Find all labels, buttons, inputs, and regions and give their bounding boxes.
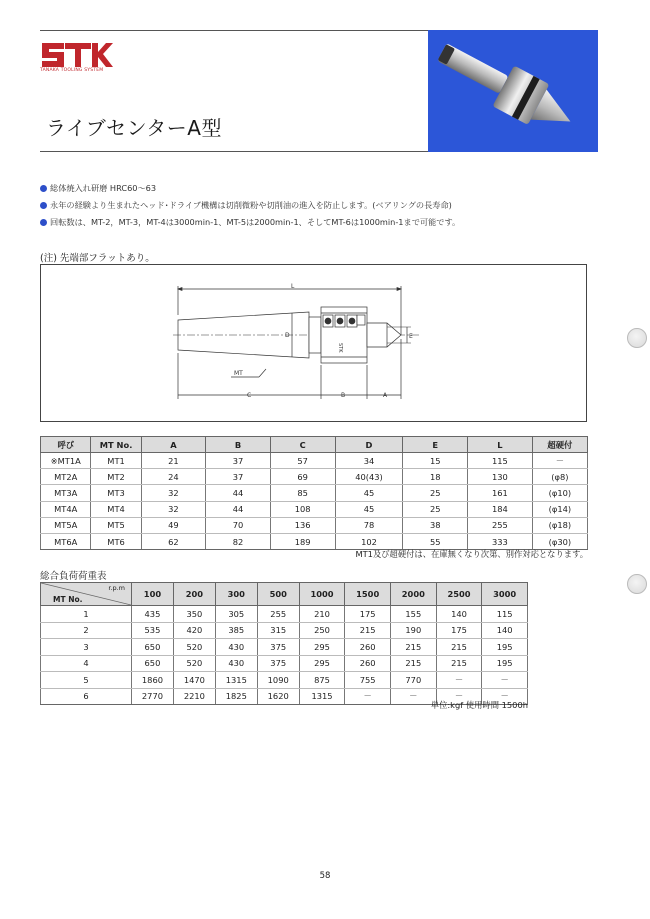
col-header: L [468, 437, 533, 453]
binder-hole-icon [627, 328, 647, 348]
col-header: A [141, 437, 206, 453]
feature-item: 回転数は、MT-2，MT-3，MT-4は3000min-1、MT-5は2000min-1、そしてMT-6は1000min-1まで可能です。 [40, 214, 600, 231]
rpm-header: 200 [173, 583, 215, 606]
load-table [40, 582, 528, 705]
col-header: B [206, 437, 271, 453]
table-row: 4 650 520 430 375 295 260 215 215 195 [41, 655, 528, 672]
rpm-header: 1500 [345, 583, 391, 606]
col-header: C [270, 437, 335, 453]
table-row: ※MT1A MT1 21 37 57 34 15 115 － [41, 453, 588, 469]
rpm-header: 2500 [436, 583, 482, 606]
table-row: 5 1860 1470 1315 1090 875 755 770 － － [41, 672, 528, 689]
table-row: MT3A MT3 32 44 85 45 25 161 (φ10) [41, 485, 588, 501]
bullet-dot-icon [40, 185, 47, 192]
svg-text:E: E [409, 333, 413, 340]
svg-text:C: C [247, 392, 252, 399]
page-number: 58 [319, 871, 331, 881]
col-header: D [335, 437, 403, 453]
rpm-header: 2000 [391, 583, 437, 606]
header-top-rule [40, 30, 428, 31]
rpm-header: 1000 [299, 583, 345, 606]
live-center-drawing [41, 265, 586, 421]
svg-text:L: L [291, 283, 295, 290]
live-center-photo-icon [428, 30, 598, 152]
col-header: 超硬付 [532, 437, 587, 453]
binder-hole-icon [627, 574, 647, 594]
col-header: E [403, 437, 468, 453]
table-row: MT6A MT6 62 82 189 102 55 333 (φ30) [41, 533, 588, 549]
load-header-row [41, 583, 528, 606]
rpm-header: 3000 [482, 583, 528, 606]
load-table-note: 単位:kgf 使用時間 1500h [430, 700, 528, 710]
bullet-dot-icon [40, 219, 47, 226]
svg-text:MT: MT [234, 370, 243, 377]
rpm-header: 500 [257, 583, 299, 606]
table-row: MT4A MT4 32 44 108 45 25 184 (φ14) [41, 501, 588, 517]
logo-subtitle: TANAKA TOOLING SYSTEM [40, 68, 104, 73]
bullet-dot-icon [40, 202, 47, 209]
table-row: MT2A MT2 24 37 69 40(43) 18 130 (φ8) [41, 469, 588, 485]
svg-text:D: D [285, 332, 290, 339]
table-row: 3 650 520 430 375 295 260 215 215 195 [41, 639, 528, 656]
table-row: MT5A MT5 49 70 136 78 38 255 (φ18) [41, 517, 588, 533]
technical-drawing [40, 264, 587, 422]
feature-item: 総体焼入れ研磨 HRC60～63 [40, 180, 600, 197]
table-row: 6 2770 2210 1825 1620 1315 － － － － [41, 688, 528, 705]
svg-text:B: B [341, 392, 346, 399]
load-table-title: 総合負荷荷重表 [40, 571, 107, 582]
corner-header [41, 583, 132, 606]
col-header: 呼び [41, 437, 91, 453]
page-title: ライブセンターA型 [46, 116, 222, 140]
feature-item: 永年の経験より生まれたヘッド･ドライブ機構は切削微粉や切削油の進入を防止します。(ベアリングの長寿命) [40, 197, 600, 214]
feature-list [40, 180, 600, 231]
table-row: 2 535 420 385 315 250 215 190 175 140 [41, 622, 528, 639]
spec-header-row [41, 437, 588, 453]
rpm-header: 100 [132, 583, 174, 606]
tip-note: (注) 先端部フラットあり。 [40, 253, 155, 264]
svg-text:STK: STK [337, 343, 343, 353]
rpm-header: 300 [215, 583, 257, 606]
product-photo [428, 30, 598, 152]
col-header: MT No. [91, 437, 141, 453]
rpm-label: r.p.m [108, 584, 125, 592]
header-bottom-rule [40, 151, 428, 152]
spec-table [40, 436, 588, 550]
spec-table-note: MT1及び超硬付は、在庫無くなり次第、別作対応となります。 [355, 549, 588, 559]
mt-label: MT No. [53, 595, 83, 604]
table-row: 1 435 350 305 255 210 175 155 140 115 [41, 606, 528, 623]
svg-text:A: A [383, 392, 388, 399]
